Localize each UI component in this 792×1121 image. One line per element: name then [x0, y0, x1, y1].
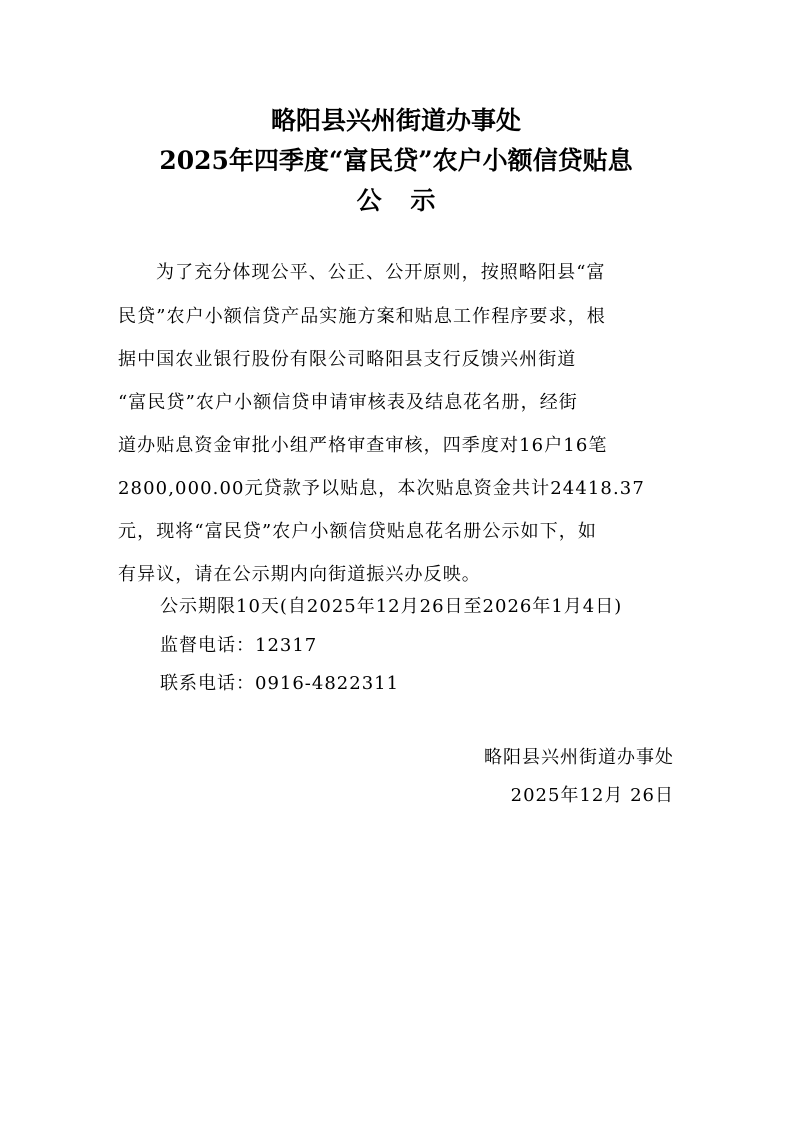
notice-period: 公示期限10天(自2025年12月26日至2026年1月4日): [160, 596, 623, 617]
signature-date: 2025年12月 26日: [510, 785, 674, 806]
body-line: 有异议，请在公示期内向街道振兴办反映。: [118, 564, 481, 585]
body-line: 据中国农业银行股份有限公司略阳县支行反馈兴州街道: [118, 349, 577, 370]
title-issuer: 略阳县兴州街道办事处: [270, 106, 521, 135]
body-line: 民贷”农户小额信贷产品实施方案和贴息工作程序要求，根: [118, 306, 606, 327]
body-line: 元，现将“富民贷”农户小额信贷贴息花名册公示如下，如: [118, 521, 598, 542]
title-subject: 2025年四季度“富民贷”农户小额信贷贴息: [159, 146, 633, 175]
signature-organization: 略阳县兴州街道办事处: [484, 747, 674, 768]
title-notice: 公 示: [356, 186, 446, 215]
body-line: 道办贴息资金审批小组严格审查审核，四季度对16户16笔: [118, 435, 608, 456]
supervision-phone: 监督电话：12317: [160, 635, 318, 656]
body-line: “富民贷”农户小额信贷申请审核表及结息花名册，经街: [118, 392, 578, 413]
body-line: 为了充分体现公平、公正、公开原则，按照略阳县“富: [156, 262, 606, 283]
body-line: 2800,000.00元贷款予以贴息，本次贴息资金共计24418.37: [118, 478, 645, 499]
contact-phone: 联系电话：0916-4822311: [160, 673, 400, 694]
document-title: [0, 101, 792, 221]
